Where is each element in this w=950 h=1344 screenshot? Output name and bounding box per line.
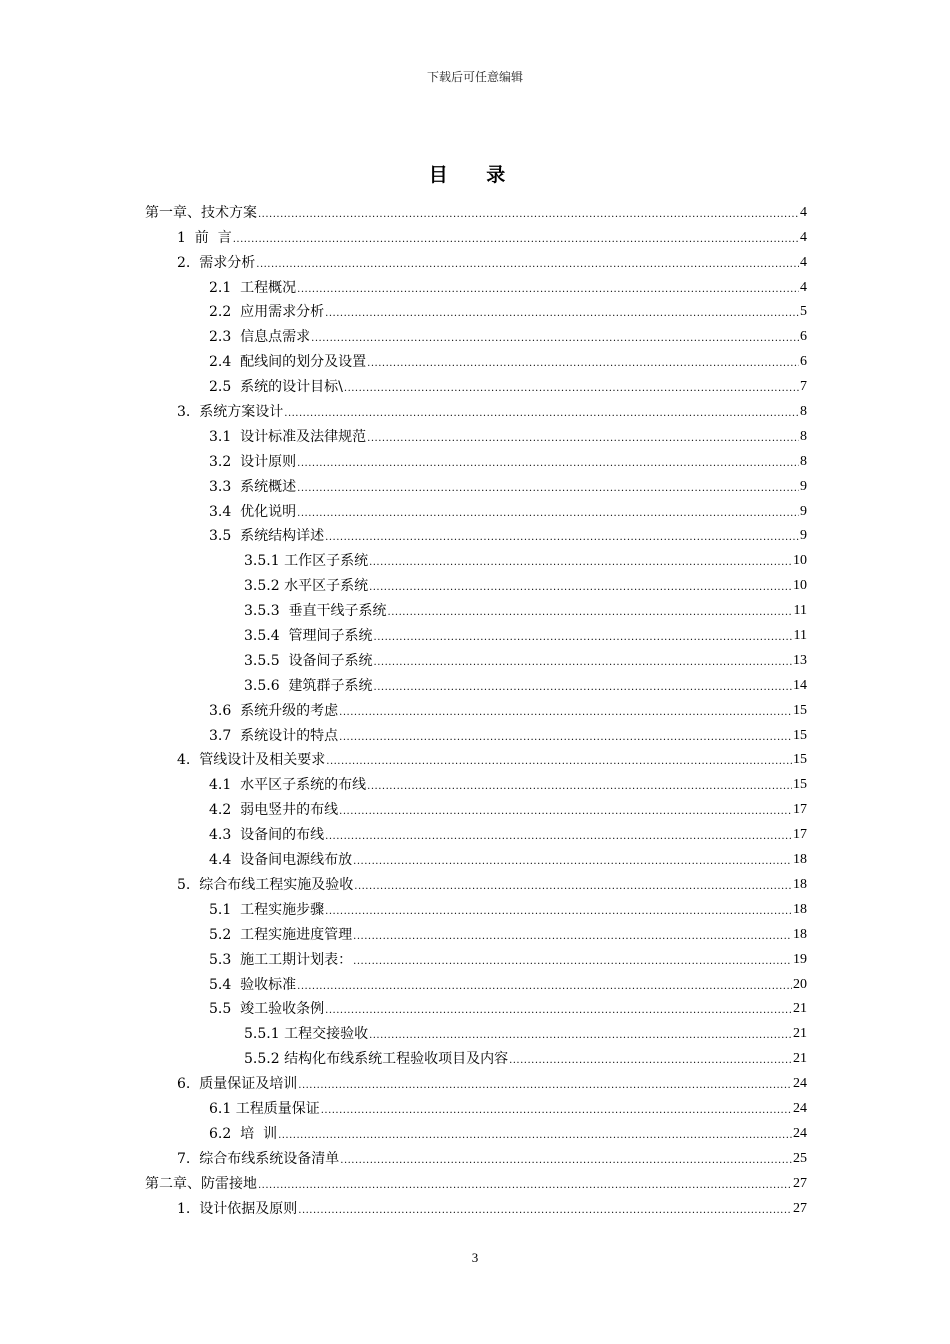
toc-leader-dots	[388, 606, 793, 620]
toc-entry-page: 11	[793, 628, 807, 644]
toc-entry-page: 24	[793, 1125, 807, 1141]
toc-entry-label: 3.5.1 工作区子系统	[244, 553, 369, 570]
page-header: 下载后可任意编辑	[426, 70, 523, 84]
toc-entry-label: 2.5 系统的设计目标\	[209, 379, 343, 396]
toc-entry[interactable]	[145, 1168, 807, 1193]
toc-entry[interactable]	[145, 794, 807, 819]
toc-leader-dots	[297, 482, 799, 496]
toc-entry[interactable]	[145, 620, 807, 645]
toc-entry[interactable]	[145, 645, 807, 670]
toc-leader-dots	[367, 357, 799, 371]
toc-leader-dots	[325, 830, 792, 844]
toc-entry-page: 17	[793, 802, 807, 818]
toc-entry[interactable]	[145, 969, 807, 994]
toc-entry-label: 6. 质量保证及培训	[177, 1076, 298, 1093]
toc-entry-page: 21	[793, 1051, 807, 1067]
toc-entry-label: 7. 综合布线系统设备清单	[177, 1150, 340, 1167]
toc-leader-dots	[321, 1104, 792, 1118]
toc-entry[interactable]	[145, 1093, 807, 1118]
toc-entry-label: 5.1 工程实施步骤	[209, 901, 325, 918]
toc-leader-dots	[258, 208, 799, 222]
toc-entry-label: 5.5.1 工程交接验收	[244, 1026, 369, 1043]
toc-entry[interactable]	[145, 222, 807, 247]
toc-entry-page: 5	[800, 304, 807, 320]
toc-entry[interactable]	[145, 919, 807, 944]
toc-entry-label: 5.3 施工工期计划表：	[209, 951, 353, 968]
toc-entry[interactable]	[145, 321, 807, 346]
toc-entry-label: 3.6 系统升级的考虑	[209, 702, 339, 719]
toc-entry-page: 8	[800, 453, 807, 469]
toc-leader-dots	[367, 780, 792, 794]
toc-entry-page: 17	[793, 827, 807, 843]
toc-entry-page: 4	[800, 204, 807, 220]
toc-leader-dots	[297, 457, 799, 471]
toc-entry[interactable]	[145, 869, 807, 894]
toc-entry[interactable]	[145, 396, 807, 421]
toc-entry[interactable]	[145, 944, 807, 969]
toc-entry[interactable]	[145, 844, 807, 869]
toc-entry-label: 6.2 培 训	[209, 1125, 278, 1142]
toc-entry-label: 3. 系统方案设计	[177, 404, 284, 421]
toc-leader-dots	[256, 258, 799, 272]
toc-entry-label: 3.5.4 管理间子系统	[244, 628, 373, 645]
toc-entry[interactable]	[145, 471, 807, 496]
toc-title: 目 录	[428, 164, 522, 186]
toc-entry-page: 27	[793, 1200, 807, 1216]
toc-leader-dots	[298, 1204, 792, 1218]
toc-entry[interactable]	[145, 819, 807, 844]
toc-entry-page: 7	[800, 379, 807, 395]
toc-entry-label: 3.5 系统结构详述	[209, 528, 325, 545]
toc-leader-dots	[297, 507, 799, 521]
toc-leader-dots	[339, 706, 792, 720]
toc-entry-label: 1 前 言	[177, 229, 232, 246]
toc-entry-label: 3.5.6 建筑群子系统	[244, 677, 373, 694]
toc-entry-label: 5. 综合布线工程实施及验收	[177, 876, 354, 893]
toc-entry[interactable]	[145, 446, 807, 471]
toc-entry-page: 10	[793, 578, 807, 594]
toc-entry-page: 8	[800, 428, 807, 444]
toc-entry-label: 2.2 应用需求分析	[209, 304, 325, 321]
toc-entry[interactable]	[145, 595, 807, 620]
toc-entry-page: 9	[800, 478, 807, 494]
toc-entry[interactable]	[145, 670, 807, 695]
toc-entry[interactable]	[145, 745, 807, 770]
toc-entry[interactable]	[145, 769, 807, 794]
toc-entry-page: 15	[793, 777, 807, 793]
toc-entry[interactable]	[145, 1043, 807, 1068]
toc-entry[interactable]	[145, 695, 807, 720]
toc-leader-dots	[369, 556, 792, 570]
toc-entry[interactable]	[145, 570, 807, 595]
toc-leader-dots	[353, 855, 792, 869]
toc-entry[interactable]	[145, 297, 807, 322]
toc-entry-label: 2.4 配线间的划分及设置	[209, 354, 367, 371]
toc-entry[interactable]	[145, 272, 807, 297]
toc-leader-dots	[284, 407, 799, 421]
toc-leader-dots	[353, 930, 792, 944]
toc-entry-label: 5.5 竣工验收条例	[209, 1001, 325, 1018]
page-number: 3	[471, 1250, 479, 1265]
toc-entry-label: 5.5.2 结构化布线系统工程验收项目及内容	[244, 1051, 509, 1068]
toc-leader-dots	[325, 905, 792, 919]
toc-entry-page: 21	[793, 1001, 807, 1017]
toc-leader-dots	[340, 1154, 792, 1168]
toc-entry-label: 4.2 弱电竖井的布线	[209, 802, 339, 819]
toc-entry-page: 9	[800, 528, 807, 544]
toc-entry-label: 5.2 工程实施进度管理	[209, 926, 353, 943]
toc-leader-dots	[325, 307, 799, 321]
toc-entry[interactable]	[145, 894, 807, 919]
toc-entry-page: 9	[800, 503, 807, 519]
toc-leader-dots	[339, 805, 792, 819]
toc-entry-label: 6.1 工程质量保证	[209, 1100, 320, 1117]
toc-leader-dots	[297, 980, 792, 994]
toc-entry-label: 4.4 设备间电源线布放	[209, 852, 353, 869]
toc-leader-dots	[369, 581, 792, 595]
toc-entry-page: 6	[800, 354, 807, 370]
toc-leader-dots	[233, 233, 799, 247]
toc-entry-page: 15	[793, 727, 807, 743]
toc-entry-page: 4	[800, 279, 807, 295]
toc-leader-dots	[374, 656, 792, 670]
toc-leader-dots	[353, 955, 792, 969]
toc-entry-label: 5.4 验收标准	[209, 976, 297, 993]
toc-entry-page: 8	[800, 404, 807, 420]
toc-entry[interactable]	[145, 197, 807, 222]
toc-entry[interactable]	[145, 521, 807, 546]
toc-entry-label: 3.5.3 垂直干线子系统	[244, 603, 387, 620]
toc-entry[interactable]	[145, 496, 807, 521]
toc-leader-dots	[374, 681, 792, 695]
toc-leader-dots	[374, 631, 793, 645]
toc-entry-page: 15	[793, 752, 807, 768]
toc-leader-dots	[367, 432, 799, 446]
toc-entry-page: 20	[793, 976, 807, 992]
toc-entry-page: 27	[793, 1175, 807, 1191]
toc-entry-label: 3.2 设计原则	[209, 453, 297, 470]
toc-entry[interactable]	[145, 1068, 807, 1093]
toc-leader-dots	[311, 332, 799, 346]
toc-entry-label: 3.7 系统设计的特点	[209, 727, 339, 744]
toc-entry-label: 2.1 工程概况	[209, 279, 297, 296]
toc-entry-page: 25	[793, 1150, 807, 1166]
toc-entry[interactable]	[145, 1193, 807, 1218]
toc-entry-page: 18	[793, 926, 807, 942]
toc-entry-page: 4	[800, 254, 807, 270]
toc-entry-page: 19	[793, 951, 807, 967]
toc-entry-label: 4.1 水平区子系统的布线	[209, 777, 367, 794]
toc-entry-page: 6	[800, 329, 807, 345]
toc-entry-label: 第一章、技术方案	[145, 204, 257, 221]
toc-leader-dots	[258, 1179, 792, 1193]
toc-entry[interactable]	[145, 1143, 807, 1168]
toc-entry-label: 3.4 优化说明	[209, 503, 297, 520]
toc-entry-page: 24	[793, 1076, 807, 1092]
toc-leader-dots	[298, 1079, 792, 1093]
toc-leader-dots	[344, 382, 799, 396]
table-of-contents	[145, 197, 807, 1218]
toc-entry-label: 第二章、防雷接地	[145, 1175, 257, 1192]
toc-leader-dots	[369, 1029, 792, 1043]
toc-leader-dots	[326, 755, 792, 769]
toc-entry-page: 18	[793, 852, 807, 868]
toc-entry[interactable]	[145, 994, 807, 1019]
toc-entry-page: 18	[793, 876, 807, 892]
toc-leader-dots	[278, 1129, 792, 1143]
toc-entry[interactable]	[145, 720, 807, 745]
toc-entry[interactable]	[145, 1118, 807, 1143]
toc-leader-dots	[325, 1004, 792, 1018]
toc-entry-page: 4	[800, 229, 807, 245]
toc-entry[interactable]	[145, 371, 807, 396]
toc-entry-label: 3.5.5 设备间子系统	[244, 652, 373, 669]
toc-entry[interactable]	[145, 247, 807, 272]
toc-entry-label: 2. 需求分析	[177, 254, 256, 271]
toc-entry-page: 10	[793, 553, 807, 569]
toc-entry-label: 4. 管线设计及相关要求	[177, 752, 326, 769]
toc-entry-label: 3.1 设计标准及法律规范	[209, 428, 367, 445]
toc-leader-dots	[297, 283, 799, 297]
toc-leader-dots	[325, 531, 799, 545]
toc-entry-label: 4.3 设备间的布线	[209, 827, 325, 844]
toc-entry-page: 24	[793, 1100, 807, 1116]
toc-entry-page: 18	[793, 901, 807, 917]
toc-entry-label: 2.3 信息点需求	[209, 329, 311, 346]
toc-entry-page: 21	[793, 1026, 807, 1042]
toc-leader-dots	[354, 880, 792, 894]
toc-entry[interactable]	[145, 545, 807, 570]
toc-entry[interactable]	[145, 421, 807, 446]
toc-entry-page: 14	[793, 677, 807, 693]
toc-entry-label: 1. 设计依据及原则	[177, 1200, 298, 1217]
toc-entry[interactable]	[145, 1018, 807, 1043]
toc-entry-page: 13	[793, 652, 807, 668]
toc-entry-page: 11	[793, 603, 807, 619]
toc-entry[interactable]	[145, 346, 807, 371]
toc-leader-dots	[339, 731, 792, 745]
toc-leader-dots	[509, 1054, 792, 1068]
toc-entry-page: 15	[793, 702, 807, 718]
toc-entry-label: 3.5.2 水平区子系统	[244, 578, 369, 595]
toc-entry-label: 3.3 系统概述	[209, 478, 297, 495]
